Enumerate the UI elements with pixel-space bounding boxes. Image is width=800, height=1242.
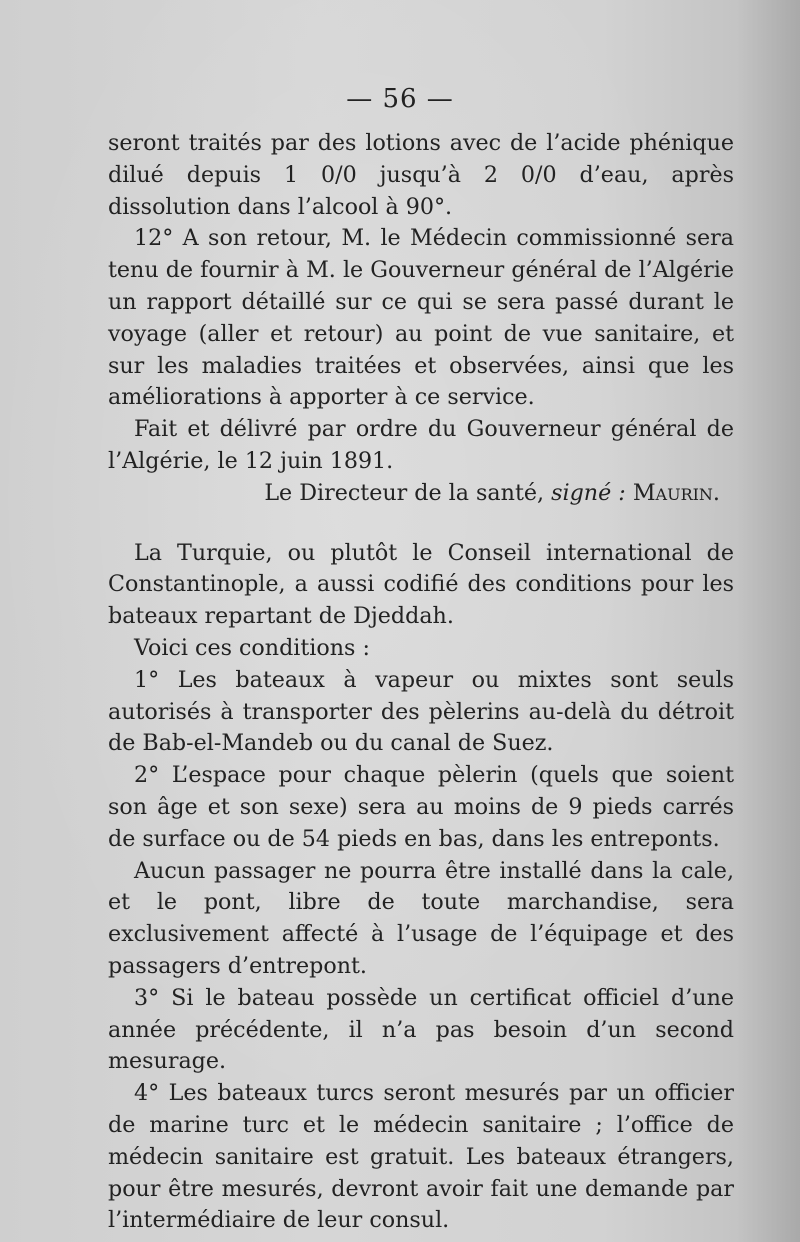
paragraph-continuation: seront traités par des lotions avec de l’acide phénique dilué depuis 1 0/0 jusqu’à 2 0/0 d’eau, après dissolution dans l’alcool à 90°.: [108, 130, 734, 220]
page-number: — 56 —: [346, 84, 454, 114]
paragraph-condition-1: 1° Les bateaux à vapeur ou mixtes sont seuls autorisés à transporter des pèlerins au-delà du détroit de Bab-el-Mandeb ou du canal de Suez.: [108, 666, 734, 757]
paragraph-condition-2: 2° L’espace pour chaque pèlerin (quels que soient son âge et son sexe) sera au moins de 9 pieds carrés de surface ou de 54 pieds en bas, dans les entreponts.: [108, 762, 734, 852]
page-body: [108, 128, 734, 1237]
paragraph-issued: Fait et délivré par ordre du Gouverneur général de l’Algérie, le 12 juin 1891.: [108, 416, 734, 474]
paragraph-condition-3: 3° Si le bateau possède un certificat officiel d’une année précédente, il n’a pas besoin d’un second mesurage.: [108, 984, 734, 1075]
section-gap: [108, 510, 734, 538]
paragraph-turkey: La Turquie, ou plutôt le Conseil international de Constantinople, a aussi codifié des conditions pour les bateaux repartant de Djeddah.: [108, 539, 734, 630]
paragraph-hold-rule: Aucun passager ne pourra être installé dans la cale, et le pont, libre de toute marchandise, sera exclusivement affecté à l’usage de l’équipage et des passagers d’entrepont.: [108, 857, 734, 979]
signature-name: Maurin.: [632, 479, 720, 506]
signature-signed: signé :: [551, 479, 626, 506]
signature-line: [108, 478, 734, 510]
paragraph-conditions-intro: Voici ces conditions :: [134, 634, 370, 661]
paragraph-condition-4: 4° Les bateaux turcs seront mesurés par un officier de marine turc et le médecin sanitaire ; l’office de médecin sanitaire est gratuit. Les bateaux étrangers, pour être mesurés, devront avoir fait une demande par l’intermédiaire de leur consul.: [108, 1080, 734, 1234]
signature-prefix: Le Directeur de la santé,: [264, 479, 545, 506]
paragraph-article-12: 12° A son retour, M. le Médecin commissionné sera tenu de fournir à M. le Gouverneur général de l’Algérie un rapport détaillé sur ce qui se sera passé durant le voyage (aller et retour) au point de vue sanitaire, et sur les maladies traitées et observées, ainsi que les améliorations à apporter à ce service.: [108, 225, 734, 411]
